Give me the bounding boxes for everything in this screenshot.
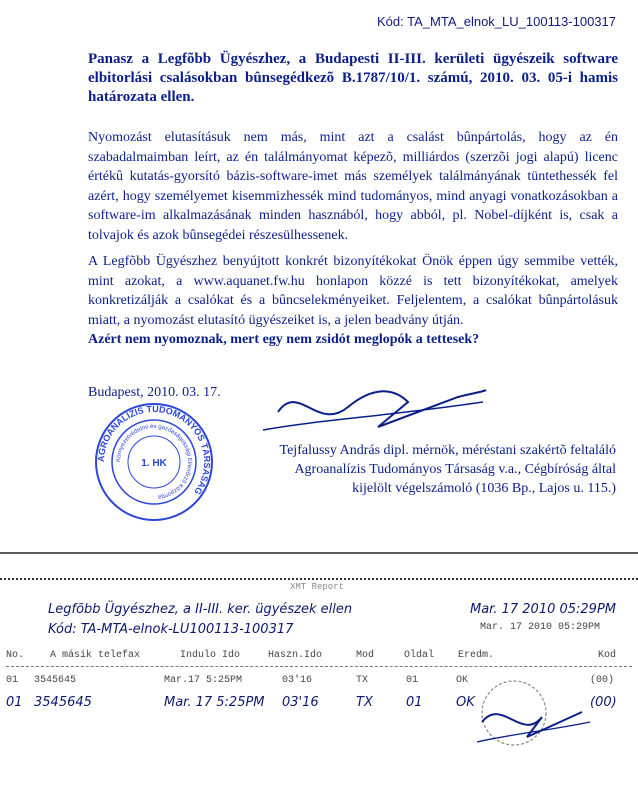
signer-block <box>196 441 616 498</box>
fax-cell: TX <box>356 695 373 710</box>
fax-col-start: Indulo Ido <box>180 650 241 661</box>
document-code: Kód: TA_MTA_elnok_LU_100113-100317 <box>377 14 616 29</box>
fax-cell: 01 <box>406 675 419 686</box>
fax-cell: 01 <box>6 695 23 710</box>
document-title: Panasz a Legfõbb Ügyészhez, a Budapesti II-III. kerületi ügyészeik software elbitorlási csalásokban bûnsegédkezõ B.1787/10/1. számú, 2010. 03. 05-i hamis határozata ellen. <box>88 51 618 105</box>
fax-col-code: Kod <box>598 650 617 661</box>
signature-icon <box>258 372 488 452</box>
fax-col-no: No. <box>6 650 25 661</box>
svg-text:Környezetvédelmi és gazdaságos: Környezetvédelmi és gazdaságossági Ellenõrzõ Központja <box>115 423 193 500</box>
fax-cell: (00) <box>590 675 615 686</box>
punchline: Azért nem nyomoznak, mert egy nem zsidót meglopók a tettesek? <box>88 332 480 348</box>
fax-cell: 03'16 <box>282 675 313 686</box>
fax-cell: 01 <box>6 675 19 686</box>
fax-report <box>0 578 638 790</box>
signer-line-1: Tejfalussy András dipl. mérnök, méréstani szakértõ feltaláló <box>279 443 616 458</box>
signer-line-3: kijelölt végelszámoló (1036 Bp., Lajos u. 115.) <box>352 481 616 496</box>
fax-col-duration: Haszn.Ido <box>268 650 323 661</box>
page-divider <box>0 552 638 554</box>
fax-cell: 01 <box>406 695 423 710</box>
fax-banner: XMT Report <box>290 582 345 592</box>
fax-cell: 03'16 <box>282 695 319 710</box>
fax-printed-date: Mar. 17 2010 05:29PM <box>480 622 601 633</box>
fax-signature-icon <box>472 692 592 752</box>
signer-line-2: Agroanalízis Tudományos Társaság v.a., Cégbíróság által <box>294 462 616 477</box>
fax-handwritten-date: Mar. 17 2010 05:29PM <box>470 602 617 617</box>
fax-handwritten-line-1: Legfõbb Ügyészhez, a II-III. ker. ügyészek ellen <box>48 602 353 617</box>
svg-text:1. HK: 1. HK <box>141 458 167 469</box>
paragraph-2: A Legfõbb Ügyészhez benyújtott konkrét bizonyítékokat Önök éppen úgy semmibe vették, mint azokat, a www.aquanet.fw.hu honlapon közzé is tett bizonyítékokat, amelyek konkretizálják a csalókat és a bûncselekményeiket. Feljelentem, a csalókat bûnpártolásuk miatt, a nyomozást elutasító ügyészeiket is, a jelen beadvány útján. <box>88 254 618 328</box>
fax-cell: (00) <box>590 695 617 710</box>
fax-table-header <box>6 650 632 667</box>
place-date: Budapest, 2010. 03. 17. <box>88 385 221 400</box>
fax-col-mode: Mod <box>356 650 375 661</box>
fax-cell: 3545645 <box>34 695 92 710</box>
paragraph-1: Nyomozást elutasításuk nem más, mint azt a csalást bûnpártolás, hogy az én szabadalmaimban leírt, az én találmányomat képezõ, milliárdos (szerzõi jogi alapú) licenc értékû kutatás-gyorsító bázis-software-imet más személyek találmányának tüntethessék fel azért, hogy személyemet kisemmizhessék mind tudományos, mind anyagi vonatkozásokban a software-im alkalmazásának minden hasznából, hogy abból, pl. Nobel-díjként is, csak a tolvajok és azok bûnsegédei részesülhessenek. <box>88 130 618 243</box>
fax-cell: OK <box>456 695 475 710</box>
fax-cell: OK <box>456 675 469 686</box>
fax-cell: 3545645 <box>34 675 77 686</box>
paragraph-2-block <box>88 252 618 350</box>
fax-col-other-fax: A másik telefax <box>50 650 141 661</box>
svg-text:AGROANALÍZIS TUDOMÁNYOS TÁRSAS: AGROANALÍZIS TUDOMÁNYOS TÁRSASÁG <box>95 403 213 497</box>
fax-col-pages: Oldal <box>404 650 435 661</box>
fax-cell: Mar. 17 5:25PM <box>164 695 265 710</box>
fax-cell: Mar.17 5:25PM <box>164 675 243 686</box>
fax-handwritten-line-2: Kód: TA-MTA-elnok-LU100113-100317 <box>48 622 294 637</box>
fax-col-result: Eredm. <box>458 650 495 661</box>
fax-cell: TX <box>356 675 369 686</box>
